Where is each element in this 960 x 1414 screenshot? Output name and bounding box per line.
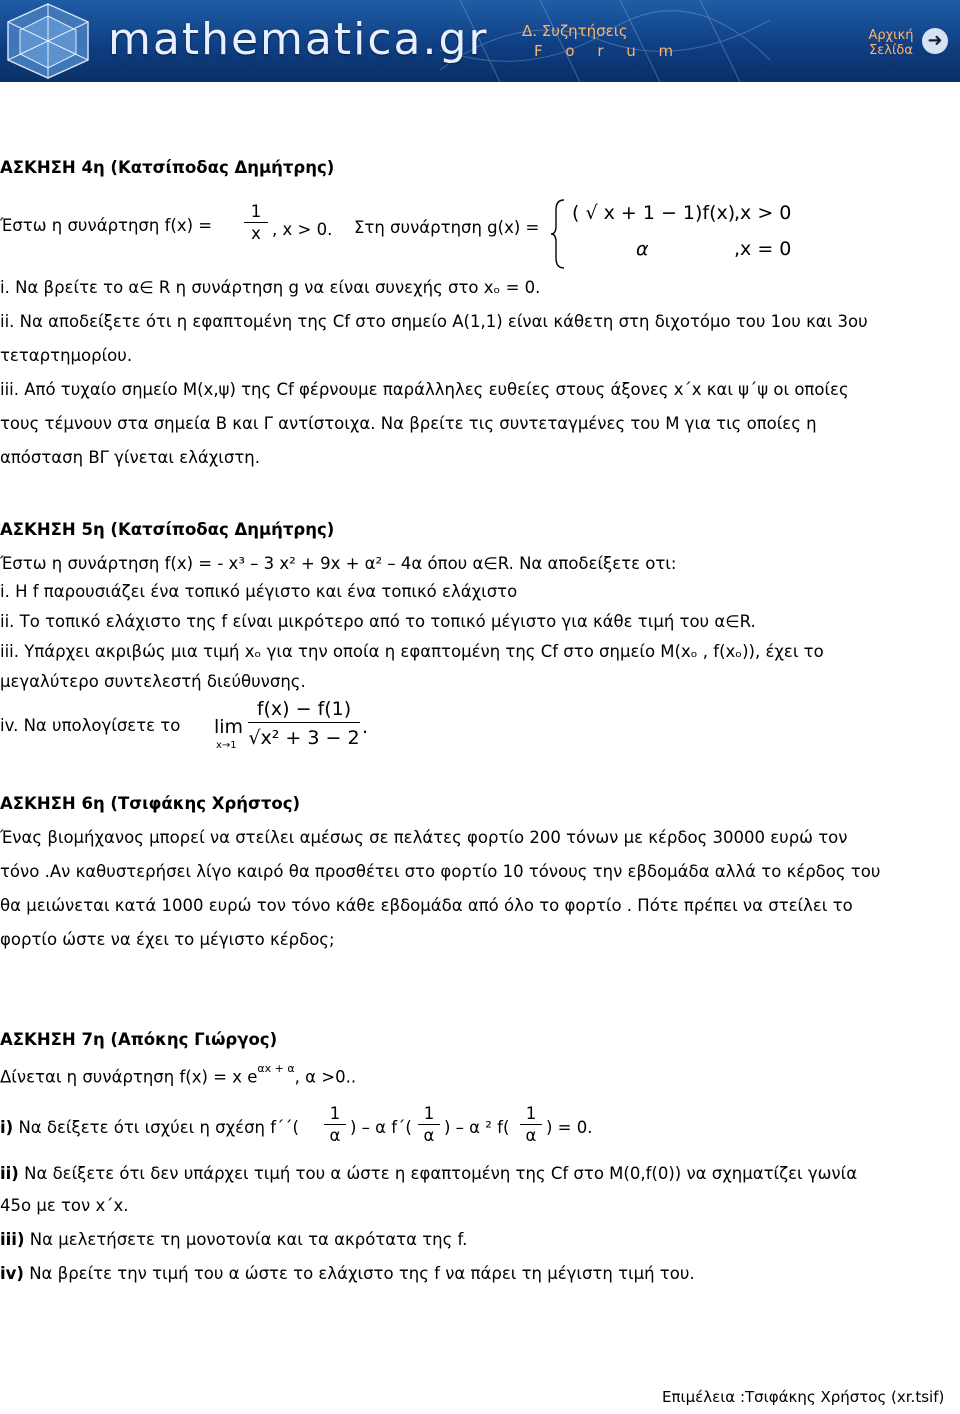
limit-symbol: lim [214, 716, 244, 738]
question-ii: ii. Να αποδείξετε ότι η εφαπτομένη της Cf στο σημείο Α(1,1) είναι κάθετη στη διχοτόμο του 1ου και 3ου [0, 312, 868, 331]
question-iii-cont: μεγαλύτερο συντελεστή διεύθυνσης. [0, 672, 306, 691]
question-i: i) Να δείξετε ότι ισχύει η σχέση f΄΄( [0, 1118, 299, 1137]
footer-credit: Επιμέλεια :Τσιφάκης Χρήστος (xr.tsif) [662, 1388, 945, 1406]
exercise-title: ΑΣΚΗΣΗ 7η (Απόκης Γιώργος) [0, 1030, 278, 1049]
arrow-right-icon: ➜ [922, 28, 948, 54]
forum-label-latin: F o r u m [534, 42, 683, 60]
question-iii: iii) Να μελετήσετε τη μονοτονία και τα ακρότατα της f. [0, 1230, 468, 1249]
question-ii-cont: 45ο με τον x΄x. [0, 1196, 129, 1215]
problem-text: θα μειώνεται κατά 1000 ευρώ τον τόνο κάθε εβδομάδα από όλο το φορτίο . Πότε πρέπει να στείλει το [0, 896, 853, 915]
limit-subscript: x→1 [216, 740, 237, 751]
definition-text: Στη συνάρτηση g(x) = [354, 218, 540, 237]
question-i: i. Η f παρουσιάζει ένα τοπικό μέγιστο και ένα τοπικό ελάχιστο [0, 582, 518, 601]
site-title: mathematica.gr [108, 14, 489, 65]
limit-fraction: $\frac{f(x) - f(1)}{\text{√x² + 3 − 2}}$ [248, 698, 360, 749]
question-ii-cont: τεταρτημορίου. [0, 346, 133, 365]
piecewise-case: ( √ x + 1 − 1)f(x) [572, 202, 736, 224]
forum-label: Δ. Συζητήσεις [522, 22, 628, 40]
exercise-title: ΑΣΚΗΣΗ 5η (Κατσίποδας Δημήτρης) [0, 520, 335, 539]
question-ii: ii) Να δείξετε ότι δεν υπάρχει τιμή του α ώστε η εφαπτομένη της Cf στο Μ(0,f(0)) να σχηματίζει γωνία [0, 1164, 858, 1183]
question-iii: iii. Από τυχαίο σημείο Μ(x,ψ) της Cf φέρνουμε παράλληλες ευθείες στους άξονες x΄x και ψ΄ψ οι οποίες [0, 380, 849, 399]
question-iv: iv) Να βρείτε την τιμή του α ώστε το ελάχιστο της f να πάρει τη μέγιστη τιμή του. [0, 1264, 695, 1283]
question-iii-cont: τους τέμνουν στα σημεία Β και Γ αντίστοιχα. Να βρείτε τις συντεταγμένες του Μ για τις οποίες η [0, 414, 817, 433]
definition-text: Δίνεται η συνάρτηση f(x) = x $e^{\alpha x + \alpha}$, α >0.. [0, 1062, 357, 1087]
question-iii: iii. Υπάρχει ακριβώς μια τιμή xₒ για την οποία η εφαπτομένη της Cf στο σημείο Μ(xₒ , f(xₒ)), έχει το [0, 642, 824, 661]
piecewise-case: α [636, 238, 649, 260]
site-banner [0, 0, 960, 82]
piecewise-condition: ,x = 0 [734, 238, 792, 260]
limit-end: . [362, 716, 369, 738]
problem-text: τόνο .Αν καθυστερήσει λίγο καιρό θα προσθέτει στο φορτίο 10 τόνους την εβδομάδα αλλά το κέρδος του [0, 862, 881, 881]
problem-text: φορτίο ώστε να έχει το μέγιστο κέρδος; [0, 930, 335, 949]
home-label: Αρχική Σελίδα [868, 28, 914, 58]
condition-text: , x > 0. [272, 220, 333, 239]
fraction: $\frac{1}{\alpha}$ [324, 1104, 346, 1147]
definition-text: Έστω η συνάρτηση f(x) = - x³ – 3 x² + 9x + α² – 4α όπου α∈R. Να αποδείξετε οτι: [0, 554, 677, 573]
expression-text: ) – α ² f( [444, 1118, 510, 1137]
home-link[interactable] [866, 22, 956, 62]
logo-icon [2, 2, 94, 80]
fraction: $\frac{1}{\alpha}$ [418, 1104, 440, 1147]
question-i: i. Να βρείτε το α∈ R η συνάρτηση g να είναι συνεχής στο xₒ = 0. [0, 278, 541, 297]
question-iii-cont: απόσταση ΒΓ γίνεται ελάχιστη. [0, 448, 260, 467]
piecewise-condition: ,x > 0 [734, 202, 792, 224]
expression-text: ) = 0. [546, 1118, 593, 1137]
question-ii: ii. Το τοπικό ελάχιστο της f είναι μικρότερο από το τοπικό μέγιστο για κάθε τιμή του α∈R. [0, 612, 756, 631]
exercise-title: ΑΣΚΗΣΗ 6η (Τσιφάκης Χρήστος) [0, 794, 301, 813]
banner-decoration [440, 0, 770, 82]
problem-text: Ένας βιομήχανος μπορεί να στείλει αμέσως σε πελάτες φορτίο 200 τόνων με κέρδος 30000 ευρώ τον [0, 828, 848, 847]
definition-text: Έστω η συνάρτηση f(x) = [0, 216, 213, 235]
brace-icon [550, 198, 566, 270]
expression-text: ) – α f΄( [350, 1118, 412, 1137]
fraction: $\frac{1}{x}$ [244, 202, 268, 245]
exercise-title: ΑΣΚΗΣΗ 4η (Κατσίποδας Δημήτρης) [0, 158, 335, 177]
fraction: $\frac{1}{\alpha}$ [520, 1104, 542, 1147]
question-iv: iv. Να υπολογίσετε το [0, 716, 181, 735]
